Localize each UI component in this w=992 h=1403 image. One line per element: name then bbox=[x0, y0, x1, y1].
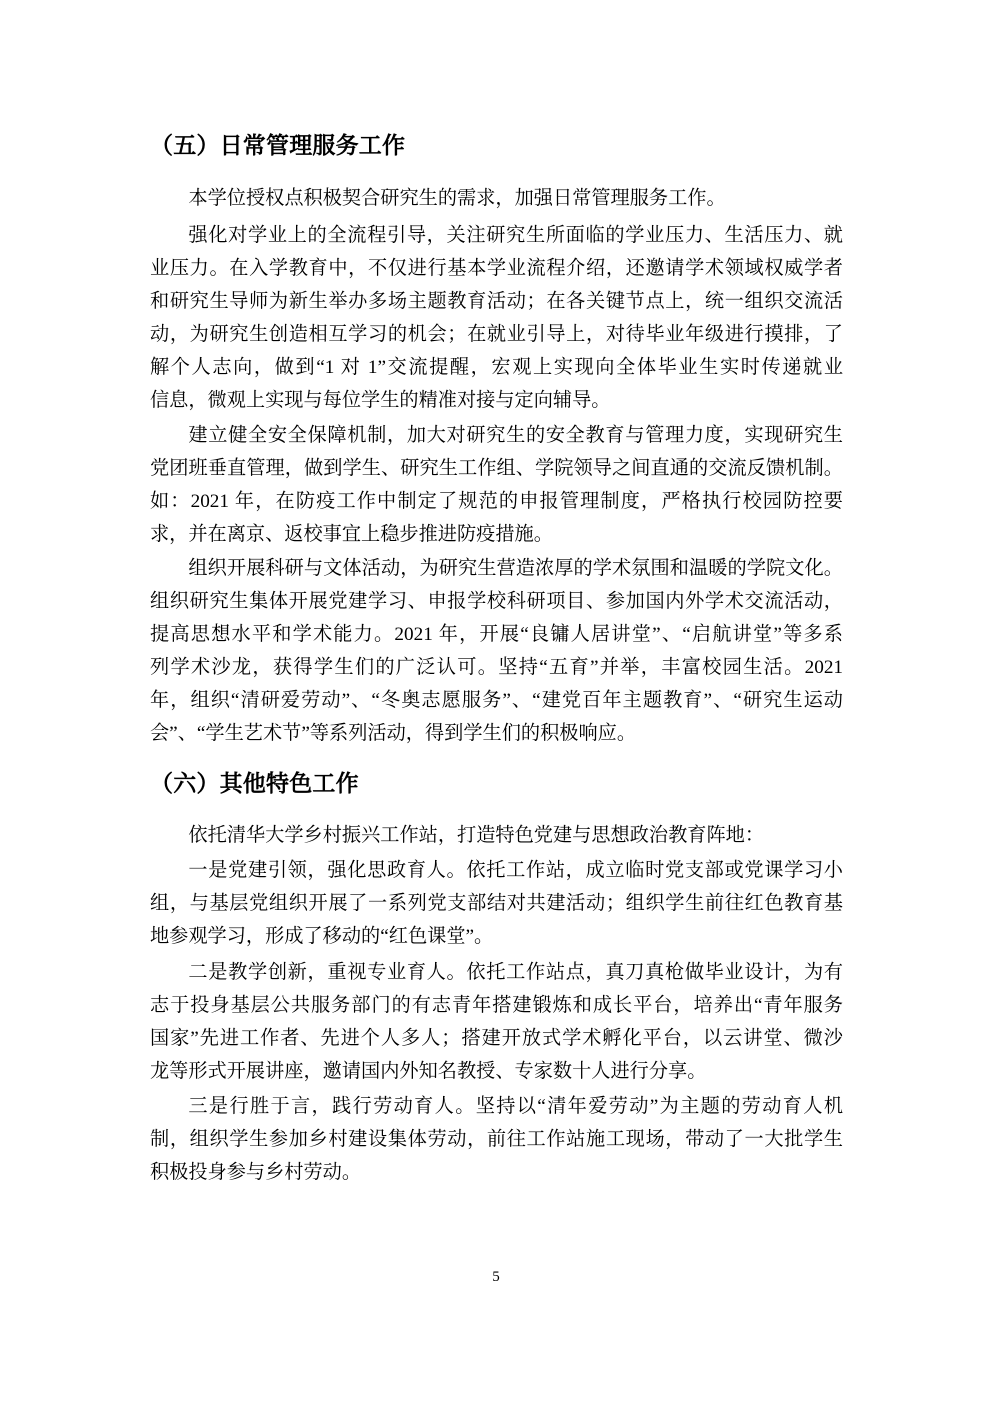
paragraph-line: 强化对学业上的全流程引导，关注研究生所面临的学业压力、生活压力、就 bbox=[188, 225, 843, 246]
paragraph bbox=[150, 552, 843, 750]
paragraph-line: 年，组织“清研爱劳动”、“冬奥志愿服务”、“建党百年主题教育”、“研究生运动 bbox=[150, 690, 843, 711]
paragraph-line: 解个人志向，做到“1 对 1”交流提醒，宏观上实现向全体毕业生实时传递就业 bbox=[150, 357, 843, 378]
paragraph-line: 求，并在离京、返校事宜上稳步推进防疫措施。 bbox=[150, 524, 553, 545]
section-heading: （六）其他特色工作 bbox=[150, 770, 359, 796]
paragraph-line: 二是教学创新，重视专业育人。依托工作站点，真刀真枪做毕业设计，为有 bbox=[188, 962, 843, 983]
paragraph-line: 建立健全安全保障机制，加大对研究生的安全教育与管理力度，实现研究生 bbox=[188, 425, 843, 446]
page-number: 5 bbox=[492, 1269, 500, 1285]
paragraph-line: 列学术沙龙，获得学生们的广泛认可。坚持“五育”并举，丰富校园生活。2021 bbox=[150, 657, 843, 678]
paragraph-line: 组，与基层党组织开展了一系列党支部结对共建活动；组织学生前往红色教育基 bbox=[150, 893, 843, 914]
paragraph-line: 动，为研究生创造相互学习的机会；在就业引导上，对待毕业年级进行摸排，了 bbox=[150, 324, 843, 345]
paragraph-line: 三是行胜于言，践行劳动育人。坚持以“清年爱劳动”为主题的劳动育人机 bbox=[188, 1096, 843, 1117]
paragraph bbox=[150, 956, 843, 1088]
paragraph-line: 积极投身参与乡村劳动。 bbox=[150, 1162, 362, 1183]
section-heading: （五）日常管理服务工作 bbox=[150, 132, 406, 158]
paragraph-line: 和研究生导师为新生举办多场主题教育活动；在各关键节点上，统一组织交流活 bbox=[150, 291, 843, 312]
paragraph-line: 国家”先进工作者、先进个人多人；搭建开放式学术孵化平台，以云讲堂、微沙 bbox=[150, 1028, 843, 1049]
paragraph bbox=[150, 1090, 843, 1189]
paragraph bbox=[150, 819, 843, 852]
paragraph-line: 地参观学习，形成了移动的“红色课堂”。 bbox=[150, 926, 494, 947]
paragraph-line: 业压力。在入学教育中，不仅进行基本学业流程介绍，还邀请学术领域权威学者 bbox=[150, 258, 843, 279]
paragraph-line: 一是党建引领，强化思政育人。依托工作站，成立临时党支部或党课学习小 bbox=[188, 860, 843, 881]
paragraph-line: 会”、“学生艺术节”等系列活动，得到学生们的积极响应。 bbox=[150, 723, 637, 744]
paragraph bbox=[150, 182, 843, 215]
paragraph-line: 制，组织学生参加乡村建设集体劳动，前往工作站施工现场，带动了一大批学生 bbox=[150, 1129, 843, 1150]
paragraph-line: 提高思想水平和学术能力。2021 年，开展“良镛人居讲堂”、“启航讲堂”等多系 bbox=[150, 624, 843, 645]
paragraph bbox=[150, 419, 843, 551]
paragraph bbox=[150, 219, 843, 417]
paragraph-line: 龙等形式开展讲座，邀请国内外知名教授、专家数十人进行分享。 bbox=[150, 1061, 707, 1082]
paragraph-line: 党团班垂直管理，做到学生、研究生工作组、学院领导之间直通的交流反馈机制。 bbox=[150, 458, 843, 479]
paragraph-line: 组织开展科研与文体活动，为研究生营造浓厚的学术氛围和温暖的学院文化。 bbox=[188, 558, 843, 579]
paragraph-line: 志于投身基层公共服务部门的有志青年搭建锻炼和成长平台，培养出“青年服务 bbox=[150, 995, 843, 1016]
paragraph-line: 如：2021 年，在防疫工作中制定了规范的申报管理制度，严格执行校园防控要 bbox=[150, 491, 843, 512]
paragraph-line: 组织研究生集体开展党建学习、申报学校科研项目、参加国内外学术交流活动， bbox=[150, 591, 843, 612]
paragraph-line: 依托清华大学乡村振兴工作站，打造特色党建与思想政治教育阵地： bbox=[188, 825, 765, 846]
paragraph bbox=[150, 854, 843, 953]
paragraph-line: 本学位授权点积极契合研究生的需求，加强日常管理服务工作。 bbox=[188, 188, 726, 209]
paragraph-line: 信息，微观上实现与每位学生的精准对接与定向辅导。 bbox=[150, 390, 611, 411]
